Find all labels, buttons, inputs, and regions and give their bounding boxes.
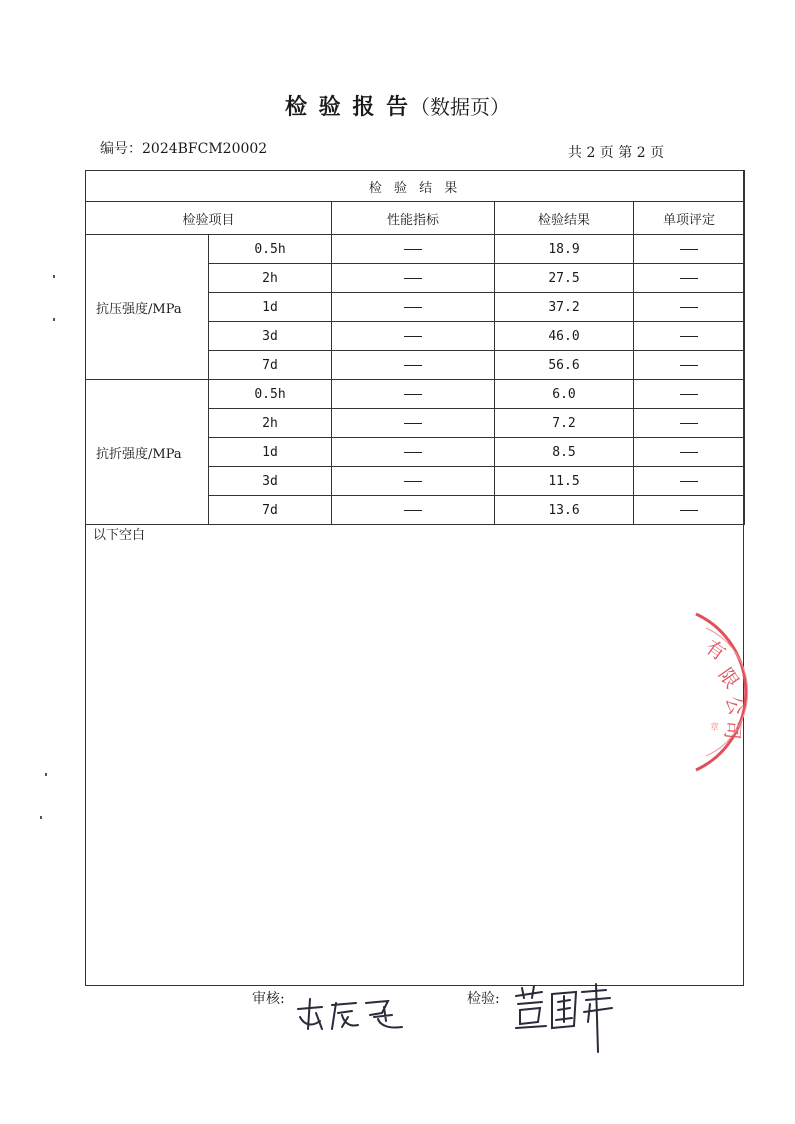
eval-cell — [634, 467, 745, 496]
dash-mark — [404, 336, 422, 337]
eval-cell — [634, 351, 745, 380]
result-cell: 56.6 — [495, 351, 634, 380]
dash-mark — [680, 423, 698, 424]
spec-cell — [332, 293, 495, 322]
spec-cell — [332, 351, 495, 380]
age-cell: 2h — [209, 409, 332, 438]
result-cell: 6.0 — [495, 380, 634, 409]
blank-below-note: 以下空白 — [93, 528, 146, 543]
group-label-compressive: 抗压强度/MPa — [86, 235, 209, 380]
spec-cell — [332, 467, 495, 496]
seal-char: 有 — [701, 636, 730, 666]
table-row — [86, 380, 745, 409]
seal-char: 限 — [713, 664, 743, 693]
dash-mark — [680, 365, 698, 366]
eval-cell — [634, 409, 745, 438]
age-cell: 1d — [209, 438, 332, 467]
group-flexural — [86, 380, 745, 525]
dash-mark — [404, 510, 422, 511]
age-cell: 7d — [209, 351, 332, 380]
reviewer-signature-icon — [292, 995, 412, 1035]
result-cell: 27.5 — [495, 264, 634, 293]
col-header-spec: 性能指标 — [332, 202, 495, 235]
age-cell: 0.5h — [209, 235, 332, 264]
dash-mark — [404, 278, 422, 279]
section-header: 检 验 结 果 — [86, 171, 745, 202]
inspector-signature-icon — [512, 982, 622, 1054]
inspector-label: 检验: — [467, 991, 500, 1007]
age-cell: 3d — [209, 322, 332, 351]
section-header-row — [86, 171, 745, 202]
scan-speck — [53, 275, 55, 278]
col-header-item: 检验项目 — [86, 202, 332, 235]
reviewer-label: 审核: — [252, 991, 285, 1007]
report-title — [0, 90, 795, 121]
dash-mark — [680, 452, 698, 453]
seal-char: 司 — [720, 719, 744, 741]
dash-mark — [680, 278, 698, 279]
dash-mark — [680, 394, 698, 395]
age-cell: 2h — [209, 264, 332, 293]
dash-mark — [680, 307, 698, 308]
spec-cell — [332, 264, 495, 293]
spec-cell — [332, 496, 495, 525]
dash-mark — [404, 423, 422, 424]
table-row — [86, 235, 745, 264]
eval-cell — [634, 293, 745, 322]
scan-speck — [53, 318, 55, 321]
report-title-sub: （数据页） — [409, 95, 510, 119]
result-cell: 8.5 — [495, 438, 634, 467]
eval-cell — [634, 322, 745, 351]
eval-cell — [634, 496, 745, 525]
scan-speck — [40, 816, 42, 819]
dash-mark — [404, 394, 422, 395]
dash-mark — [404, 365, 422, 366]
column-header-row — [86, 202, 745, 235]
spec-cell — [332, 438, 495, 467]
eval-cell — [634, 264, 745, 293]
eval-cell — [634, 380, 745, 409]
eval-cell — [634, 438, 745, 467]
dash-mark — [404, 249, 422, 250]
result-cell: 7.2 — [495, 409, 634, 438]
age-cell: 0.5h — [209, 380, 332, 409]
spec-cell — [332, 380, 495, 409]
result-cell: 46.0 — [495, 322, 634, 351]
dash-mark — [680, 510, 698, 511]
result-cell: 18.9 — [495, 235, 634, 264]
report-number: 编号：2024BFCM20002 — [100, 141, 268, 157]
group-label-flexural: 抗折强度/MPa — [86, 380, 209, 525]
seal-small-text: 章 — [710, 723, 720, 733]
dash-mark — [404, 481, 422, 482]
dash-mark — [404, 452, 422, 453]
col-header-result: 检验结果 — [495, 202, 634, 235]
dash-mark — [404, 307, 422, 308]
spec-cell — [332, 235, 495, 264]
spec-cell — [332, 322, 495, 351]
results-table — [85, 170, 745, 525]
company-seal-icon — [678, 606, 778, 776]
age-cell: 1d — [209, 293, 332, 322]
report-title-main: 检 验 报 告 — [285, 94, 410, 120]
result-cell: 13.6 — [495, 496, 634, 525]
spec-cell — [332, 409, 495, 438]
dash-mark — [680, 249, 698, 250]
group-compressive — [86, 235, 745, 380]
age-cell: 7d — [209, 496, 332, 525]
dash-mark — [680, 336, 698, 337]
eval-cell — [634, 235, 745, 264]
page-info: 共 2 页 第 2 页 — [568, 145, 665, 161]
scan-speck — [45, 773, 47, 776]
result-cell: 11.5 — [495, 467, 634, 496]
seal-char: 公 — [721, 693, 748, 718]
col-header-eval: 单项评定 — [634, 202, 745, 235]
result-cell: 37.2 — [495, 293, 634, 322]
age-cell: 3d — [209, 467, 332, 496]
dash-mark — [680, 481, 698, 482]
